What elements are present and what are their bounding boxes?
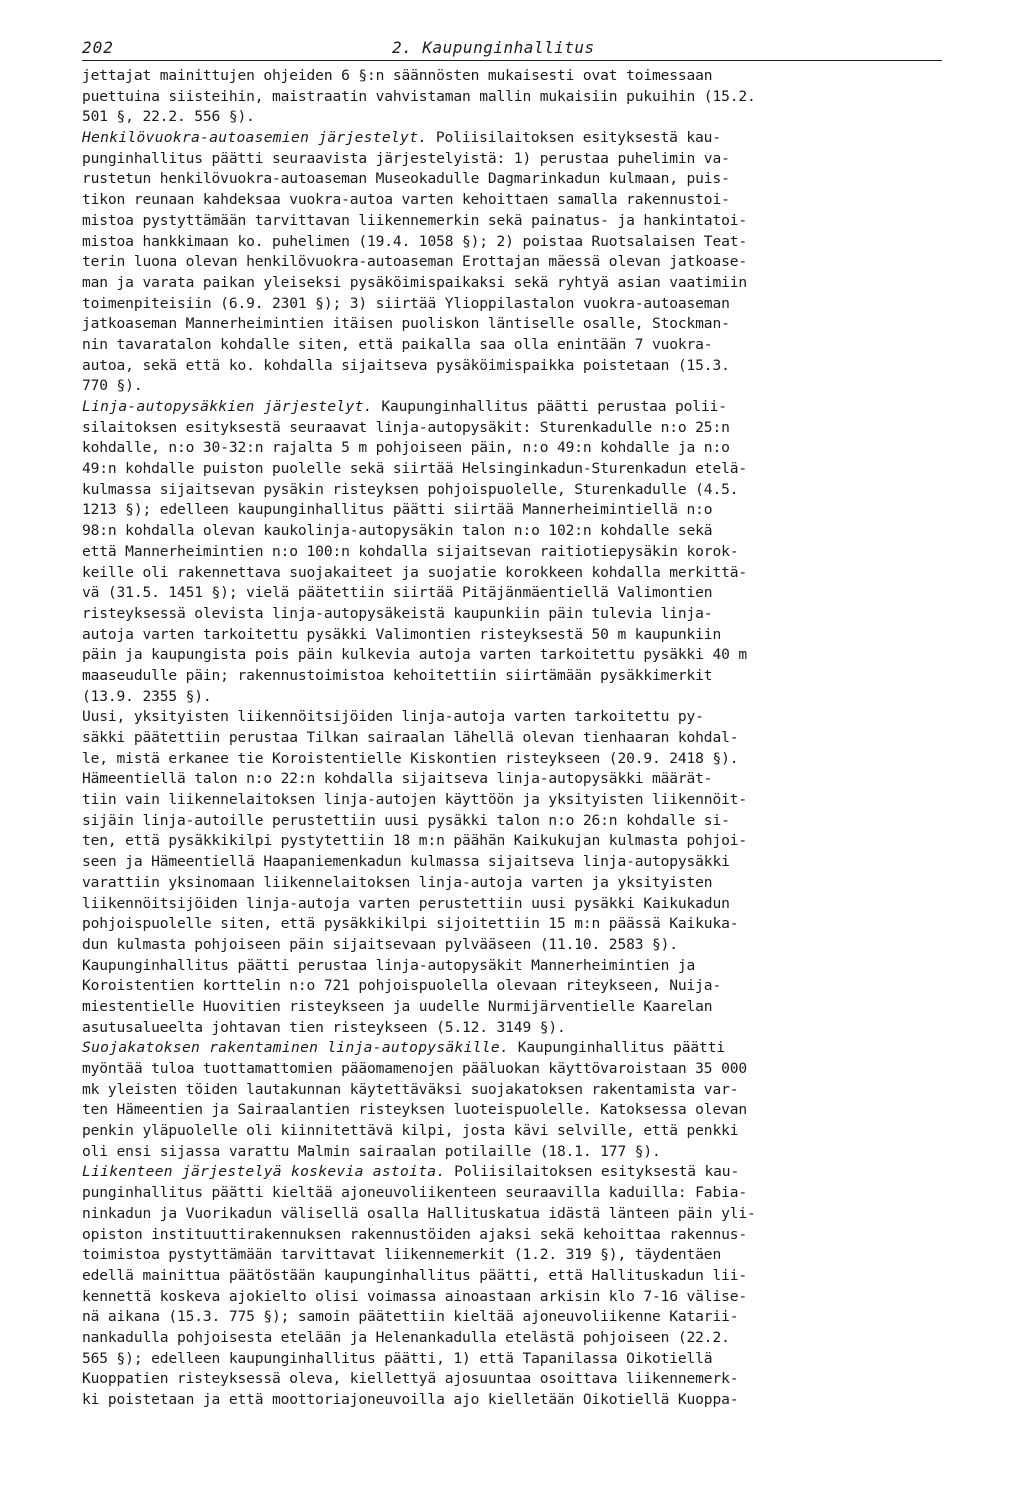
text-line [82,728,952,749]
text-line [82,707,952,728]
text-line [82,376,952,397]
line-text: Kaupunginhallitus päätti [509,1039,725,1057]
text-line [82,397,952,418]
text-line [82,87,952,108]
text-line [82,1390,952,1411]
line-text: punginhallitus päätti kieltää ajoneuvoliikenteen seuraavilla kaduilla: Fabia- [82,1184,747,1202]
text-line [82,169,952,190]
line-text: Kuoppatien risteyksessä oleva, kiellettyä ajosuuntaa osoittava liikennemerk- [82,1370,739,1388]
line-text: Uusi, yksityisten liikennöitsijöiden linja-autoja varten tarkoitettu py- [82,708,704,726]
line-text: 565 §); edelleen kaupunginhallitus päätti, 1) että Tapanilassa Oikotiellä [82,1349,713,1367]
line-text: keille oli rakennettava suojakaiteet ja suojatie korokkeen kohdalla merkittä- [82,563,747,581]
line-text: tiin vain liikennelaitoksen linja-autojen käyttöön ja yksityisten liikennöit- [82,791,747,809]
line-text: le, mistä erkanee tie Koroistentielle Kiskontien risteykseen (20.9. 2418 §). [82,749,739,767]
line-text: jettajat mainittujen ohjeiden 6 §:n säännösten mukaisesti ovat toimessaan [82,67,713,84]
line-text: ten, että pysäkkikilpi pystytettiin 18 m:n päähän Kaikukujan kulmasta pohjoi- [82,832,747,850]
line-text: nankadulla pohjoisesta etelään ja Helenankadulla etelästä pohjoiseen (22.2. [82,1328,730,1346]
line-text: pohjoispuolelle siten, että pysäkkikilpi sijoitettiin 15 m:n päässä Kaikuka- [82,915,739,933]
line-text: Hämeentiellä talon n:o 22:n kohdalla sijaitseva linja-autopysäkki määrät- [82,770,713,788]
text-line [82,211,952,232]
text-line [82,500,952,521]
text-line [82,1018,952,1039]
line-text: (13.9. 2355 §). [82,687,212,705]
line-text: nin tavaratalon kohdalle siten, että paikalla saa olla enintään 7 vuokra- [82,335,713,353]
line-text: risteyksessä olevista linja-autopysäkeistä kaupunkiin päin tulevia linja- [82,604,713,622]
line-text: päin ja kaupungista pois päin kulkevia autoja varten tarkoitettu pysäkki 40 m [82,646,747,664]
text-line [82,107,952,128]
line-text: toimenpiteisiin (6.9. 2301 §); 3) siirtää Ylioppilastalon vuokra-autoaseman [82,294,730,312]
text-line [82,438,952,459]
section-heading: Henkilövuokra-autoasemien järjestelyt. [82,129,428,147]
line-text: Kaupunginhallitus päätti perustaa linja-autopysäkit Mannerheimintien ja [82,956,696,974]
text-line [82,604,952,625]
text-line [82,128,952,149]
text-line [82,521,952,542]
text-line [82,66,952,87]
line-text: sijäin linja-autoille perustettiin uusi pysäkki talon n:o 26:n kohdalle si- [82,811,730,829]
text-line [82,335,952,356]
text-line [82,1100,952,1121]
text-line [82,831,952,852]
line-text: dun kulmasta pohjoiseen päin sijaitsevaan pylvääseen (11.10. 2583 §). [82,935,678,953]
line-text: ten Hämeentien ja Sairaalantien risteyksen luoteispuolelle. Katoksessa olevan [82,1101,747,1119]
text-line [82,1328,952,1349]
line-text: ki poistetaan ja että moottoriajoneuvoilla ajo kielletään Oikotiellä Kuoppa- [82,1391,739,1408]
line-text: 1213 §); edelleen kaupunginhallitus päätti siirtää Mannerheimintiellä n:o [82,501,713,519]
line-text: että Mannerheimintien n:o 100:n kohdalla sijaitsevan raitiotiepysäkin korok- [82,542,739,560]
text-line [82,583,952,604]
line-text: punginhallitus päätti seuraavista järjestelyistä: 1) perustaa puhelimin va- [82,149,730,167]
line-text: toimistoa pystyttämään tarvittavat liikennemerkit (1.2. 319 §), täydentäen [82,1246,722,1264]
text-line [82,1369,952,1390]
line-text: autoa, sekä että ko. kohdalla sijaitseva pysäköimispaikka poistetaan (15.3. [82,356,730,374]
line-text: ninkadun ja Vuorikadun välisellä osalla Hallituskatua idästä länteen päin yli- [82,1204,756,1222]
text-line [82,1266,952,1287]
line-text: kulmassa sijaitsevan pysäkin risteyksen pohjoispuolelle, Sturenkadulle (4.5. [82,480,739,498]
text-line [82,1162,952,1183]
line-text: liikennöitsijöiden linja-autoja varten perustettiin uusi pysäkki Kaikukadun [82,894,730,912]
line-text: kohdalle, n:o 30-32:n rajalta 5 m pohjoiseen päin, n:o 49:n kohdalle ja n:o [82,439,730,457]
section-heading: Linja-autopysäkkien järjestelyt. [82,398,373,415]
body-text [82,66,952,1411]
text-line [82,232,952,253]
text-line [82,1307,952,1328]
line-text: tikon reunaan kahdeksaa vuokra-autoa varten kehoittaen samalla rakennustoi- [82,191,730,209]
line-text: kennettä koskeva ajokielto olisi voimassa ainoastaan arkisin klo 7-16 välise- [82,1287,747,1305]
text-line [82,873,952,894]
text-line [82,1080,952,1101]
text-line [82,542,952,563]
text-line [82,1142,952,1163]
line-text: oli ensi sijassa varattu Malmin sairaalan potilaille (18.1. 177 §). [82,1142,661,1160]
text-line [82,356,952,377]
text-line [82,459,952,480]
text-line [82,811,952,832]
text-line [82,1349,952,1370]
text-line [82,1183,952,1204]
text-line [82,645,952,666]
text-line [82,894,952,915]
text-line [82,852,952,873]
text-line [82,294,952,315]
page-header [82,34,942,61]
line-text: Poliisilaitoksen esityksestä kau- [427,129,721,147]
running-head: 2. Kaupunginhallitus [392,38,595,57]
text-line [82,997,952,1018]
text-line [82,749,952,770]
text-line [82,625,952,646]
line-text: mistoa hankkimaan ko. puhelimen (19.4. 1058 §); 2) poistaa Ruotsalaisen Teat- [82,232,747,250]
line-text: 501 §, 22.2. 556 §). [82,108,255,126]
line-text: autoja varten tarkoitettu pysäkki Valimontien risteyksestä 50 m kaupunkiin [82,625,722,643]
line-text: myöntää tuloa tuottamattomien pääomamenojen pääluokan käyttövaroistaan 35 000 [82,1060,747,1077]
text-line [82,935,952,956]
line-text: Kaupunginhallitus päätti perustaa polii- [372,398,727,415]
line-text: puettuina siisteihin, maistraatin vahvistaman mallin mukaisiin pukuihin (15.2. [82,87,756,105]
text-line [82,769,952,790]
text-line [82,1038,952,1059]
text-line [82,190,952,211]
line-text: miestentielle Huovitien risteykseen ja uudelle Nurmijärventielle Kaarelan [82,997,713,1015]
line-text: 49:n kohdalle puiston puolelle sekä siirtää Helsinginkadun-Sturenkadun etelä- [82,460,747,478]
line-text: jatkoaseman Mannerheimintien itäisen puoliskon läntiselle osalle, Stockman- [82,315,730,333]
line-text: seen ja Hämeentiellä Haapaniemenkadun kulmassa sijaitseva linja-autopysäkki [82,853,730,871]
line-text: mk yleisten töiden lautakunnan käytettäväksi suojakatoksen rakentamista var- [82,1080,739,1098]
line-text: nä aikana (15.3. 775 §); samoin päätettiin kieltää ajoneuvoliikenne Katarii- [82,1308,739,1326]
text-line [82,418,952,439]
line-text: varattiin yksinomaan liikennelaitoksen linja-autoja varten ja yksityisten [82,873,713,891]
section-heading: Liikenteen järjestelyä koskevia astoita. [82,1163,446,1181]
line-text: 98:n kohdalla olevan kaukolinja-autopysäkin talon n:o 102:n kohdalle sekä [82,522,713,540]
text-line [82,976,952,997]
line-text: säkki päätettiin perustaa Tilkan sairaalan lähellä olevan tienhaaran kohdal- [82,729,739,746]
line-text: maaseudulle päin; rakennustoimistoa kehoitettiin siirtämään pysäkkimerkit [82,666,713,684]
text-line [82,480,952,501]
line-text: edellä mainittua päätöstään kaupunginhallitus päätti, että Hallituskadun lii- [82,1266,747,1284]
text-line [82,1225,952,1246]
text-line [82,149,952,170]
text-line [82,666,952,687]
line-text: opiston instituuttirakennuksen rakennustöiden ajaksi sekä kehoittaa rakennus- [82,1225,747,1243]
line-text: penkin yläpuolelle oli kiinnitettävä kilpi, josta kävi selville, että penkki [82,1122,739,1140]
line-text: man ja varata paikan yleiseksi pysäköimispaikaksi sekä ryhtyä asian vaatimiin [82,273,747,291]
line-text: vä (31.5. 1451 §); vielä päätettiin siirtää Pitäjänmäentiellä Valimontien [82,584,713,602]
line-text: mistoa pystyttämään tarvittavan liikennemerkin sekä painatus- ja hankintatoi- [82,211,747,229]
text-line [82,1287,952,1308]
text-line [82,252,952,273]
line-text: asutusalueelta johtavan tien risteykseen (5.12. 3149 §). [82,1018,566,1036]
text-line [82,790,952,811]
page-number: 202 [82,38,114,57]
text-line [82,1121,952,1142]
text-line [82,1245,952,1266]
text-line [82,1204,952,1225]
text-line [82,1059,952,1080]
line-text: 770 §). [82,377,143,395]
text-line [82,273,952,294]
line-text: rustetun henkilövuokra-autoaseman Museokadulle Dagmarinkadun kulmaan, puis- [82,170,730,188]
line-text: Koroistentien korttelin n:o 721 pohjoispuolella olevaan riteykseen, Nuija- [82,977,722,995]
text-line [82,314,952,335]
text-line [82,956,952,977]
text-line [82,563,952,584]
text-line [82,914,952,935]
line-text: Poliisilaitoksen esityksestä kau- [445,1163,740,1181]
text-line [82,687,952,708]
line-text: silaitoksen esityksestä seuraavat linja-autopysäkit: Sturenkadulle n:o 25:n [82,418,730,436]
line-text: terin luona olevan henkilövuokra-autoaseman Erottajan mäessä olevan jatkoase- [82,253,747,271]
section-heading: Suojakatoksen rakentaminen linja-autopysäkille. [82,1039,510,1057]
